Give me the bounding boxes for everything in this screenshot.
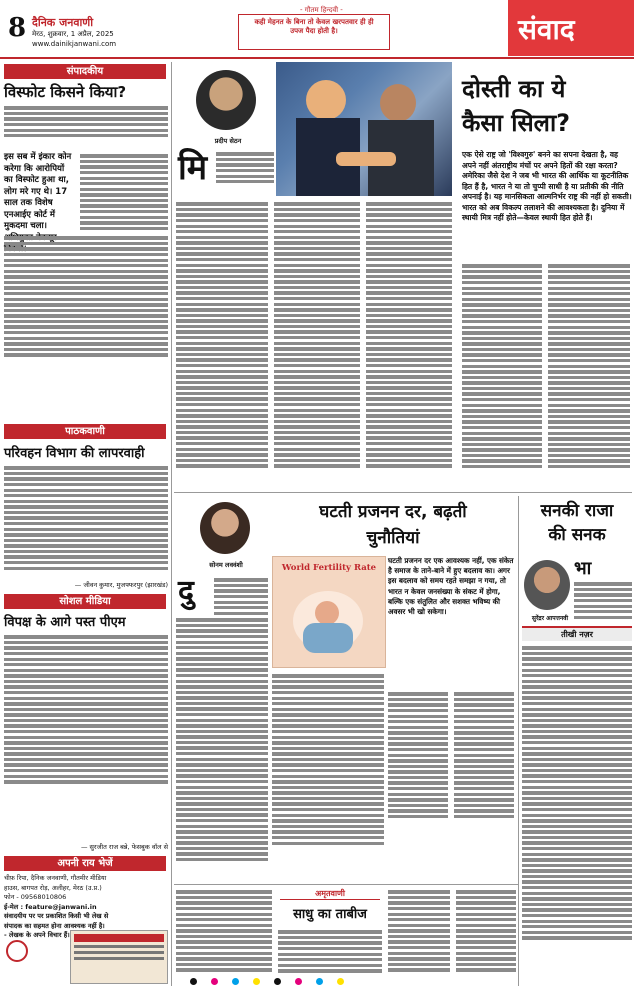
- article2-blurb: घटती प्रजनन दर एक आवश्यक नहीं, एक संकेत है समाज के ताने-बाने में हुए बदलाव का। अगर इस बदलाव को समय रहते समझा न गया, तो भारत न केवल जनसंख्या के संकट में होगा, बल्कि एक संतुलित और सशक्त भविष्य की अवसर भी खो सकेगा।: [388, 556, 514, 617]
- feature-photo: [276, 62, 452, 196]
- feature-body-col-1: [176, 200, 268, 470]
- readers-title: परिवहन विभाग की लापरवाही: [4, 446, 145, 461]
- reader-signature: — जीवन कुमार, मुजफ्फरपुर (झारखंड): [74, 581, 168, 589]
- feature-body-col-5: [548, 262, 630, 471]
- quote-box: [238, 14, 390, 50]
- newspaper-thumbnail: [70, 930, 168, 984]
- article2-body-col-4: [454, 690, 514, 820]
- social-signature: — सुरजीत राज बन्ने, फेसबुक वॉल से: [80, 843, 168, 851]
- author-photo: [196, 70, 256, 130]
- editorial-body-right: [80, 152, 168, 232]
- editorial-label-bar: संपादकीय: [4, 64, 166, 79]
- color-registration-marks: [190, 978, 450, 986]
- drop-cap: मि: [178, 148, 208, 188]
- article3-title-line-1: सनकी राजा: [540, 501, 614, 521]
- quote-line-1: कही मेहनत के बिना तो केवल खरपतवार ही ही: [254, 18, 374, 26]
- article2-body-col-3: [388, 690, 448, 820]
- page-number: 8: [8, 13, 27, 43]
- feature-body-col-2: [274, 200, 360, 470]
- story-body-right-2: [456, 888, 516, 974]
- author-caption-2: सोनम लववंशी: [209, 561, 243, 569]
- story-body-mid: [278, 928, 382, 975]
- article3-body: [522, 644, 632, 942]
- feature-body-col-4: [462, 262, 542, 471]
- article2-body-col-2: [272, 672, 384, 847]
- editorial-body: [4, 234, 168, 359]
- contact-note-3: - लेखक के अपने विचार हैं।: [4, 931, 70, 939]
- article2-body-col-1: [214, 576, 268, 617]
- fertility-image: [272, 556, 386, 668]
- story-body-left: [176, 888, 272, 974]
- feature-body-col-3: [366, 200, 452, 470]
- editorial-intro-text: [4, 104, 168, 140]
- contact-line-2: हाउस, बागपत रोड़, अलीहर, मेरठ (उ.प्र.): [4, 883, 102, 892]
- contact-note-1: संवादयीय पर पर प्रकाशित किसी भी लेख से: [4, 912, 109, 920]
- article2-title-line-2: चुनौतियां: [366, 528, 420, 548]
- quote-line-2: उपज पैदा होती है।: [290, 27, 338, 35]
- brand-name: दैनिक जनवाणी: [32, 16, 94, 29]
- contact-note-2: संपादक का सहमत होना आवश्यक नहीं है।: [4, 921, 105, 930]
- dateline: मेरठ, शुक्रवार, 1 अप्रैल, 2025: [32, 30, 114, 38]
- article3-label: तीखी नज़र: [522, 626, 632, 641]
- social-body: [4, 633, 168, 786]
- feature-intro: [216, 150, 274, 186]
- author-photo-2: [200, 502, 250, 554]
- article2-title-line-1: घटती प्रजनन दर, बढ़ती: [319, 502, 467, 522]
- readers-body: [4, 464, 168, 572]
- author-caption-3: सुरेंद्रर आपत्तनवी: [531, 615, 569, 622]
- decorative-circle-icon: [6, 940, 28, 962]
- story-body-right-1: [388, 888, 450, 974]
- editorial-pullquote: इस सब में इंकार कोन करेगा कि आरोपियों का विस्फोट हुआ था, लोग मरे गए थे। 17 साल तक विशेष एनआईए कोर्ट में मुकदमा चला।: [4, 152, 72, 231]
- fertility-image-title: World Fertility Rate: [281, 563, 377, 573]
- feature-blurb: एक ऐसे राष्ट्र जो 'विश्वगुरु' बनने का सपना देखता है, वह अपने नहीं अंतराष्ट्रीय मंचों पर अपने हितों की रक्षा करता? अमेरिका जैसे देश ने जब भी भारत की आर्थिक या कूटनीतिक हित हैं है, भारत ने या तो चुप्पी साधी है या प्रतीकी की नीति अपनाई है। यह मानसिकता आत्मनिर्भर राष्ट्र की नहीं हो सकती। भारत को अब विकल्प तलाशने की आवश्यकता है। दुनिया में स्थायी मित्र नहीं होते—केवल स्थायी हित होते हैं।: [462, 150, 632, 222]
- section-title: संवाद: [518, 13, 575, 46]
- article3-intro: [574, 580, 632, 621]
- drop-cap-3: भा: [574, 558, 592, 579]
- author-photo-3: [524, 560, 570, 610]
- contact-email: ई-मेल : feature@janwani.in: [4, 902, 97, 911]
- feature-title-line-1: दोस्ती का ये: [462, 75, 566, 103]
- social-title: विपक्ष के आगे पस्त पीएम: [4, 615, 126, 630]
- story-label: अमृतवाणी: [280, 888, 380, 900]
- editorial-title: विस्फोट किसने किया?: [4, 83, 127, 101]
- quote-author: - गौतम हिन्दवी -: [300, 6, 343, 14]
- contact-line-1: चीफ़ रिपा, दैनिक जनवाणी, गौतमीर मीडिया: [4, 874, 107, 882]
- website: www.dainikjanwani.com: [32, 40, 117, 48]
- social-label: सोशल मीडिया: [4, 594, 166, 609]
- contact-phone: फोन - 09568010806: [4, 893, 67, 901]
- story-title: साधु का ताबीज: [293, 907, 367, 922]
- masthead: [0, 0, 634, 56]
- contact-label: अपनी राय भेजें: [4, 856, 166, 871]
- author-caption: प्रदीप सेठन: [214, 137, 242, 145]
- article2-body-col-1b: [176, 616, 268, 864]
- drop-cap-2: दु: [178, 574, 194, 609]
- readers-label: पाठकवाणी: [4, 424, 166, 439]
- feature-title-line-2: कैसा सिला?: [462, 109, 571, 137]
- article3-title-line-2: की सनक: [548, 525, 606, 545]
